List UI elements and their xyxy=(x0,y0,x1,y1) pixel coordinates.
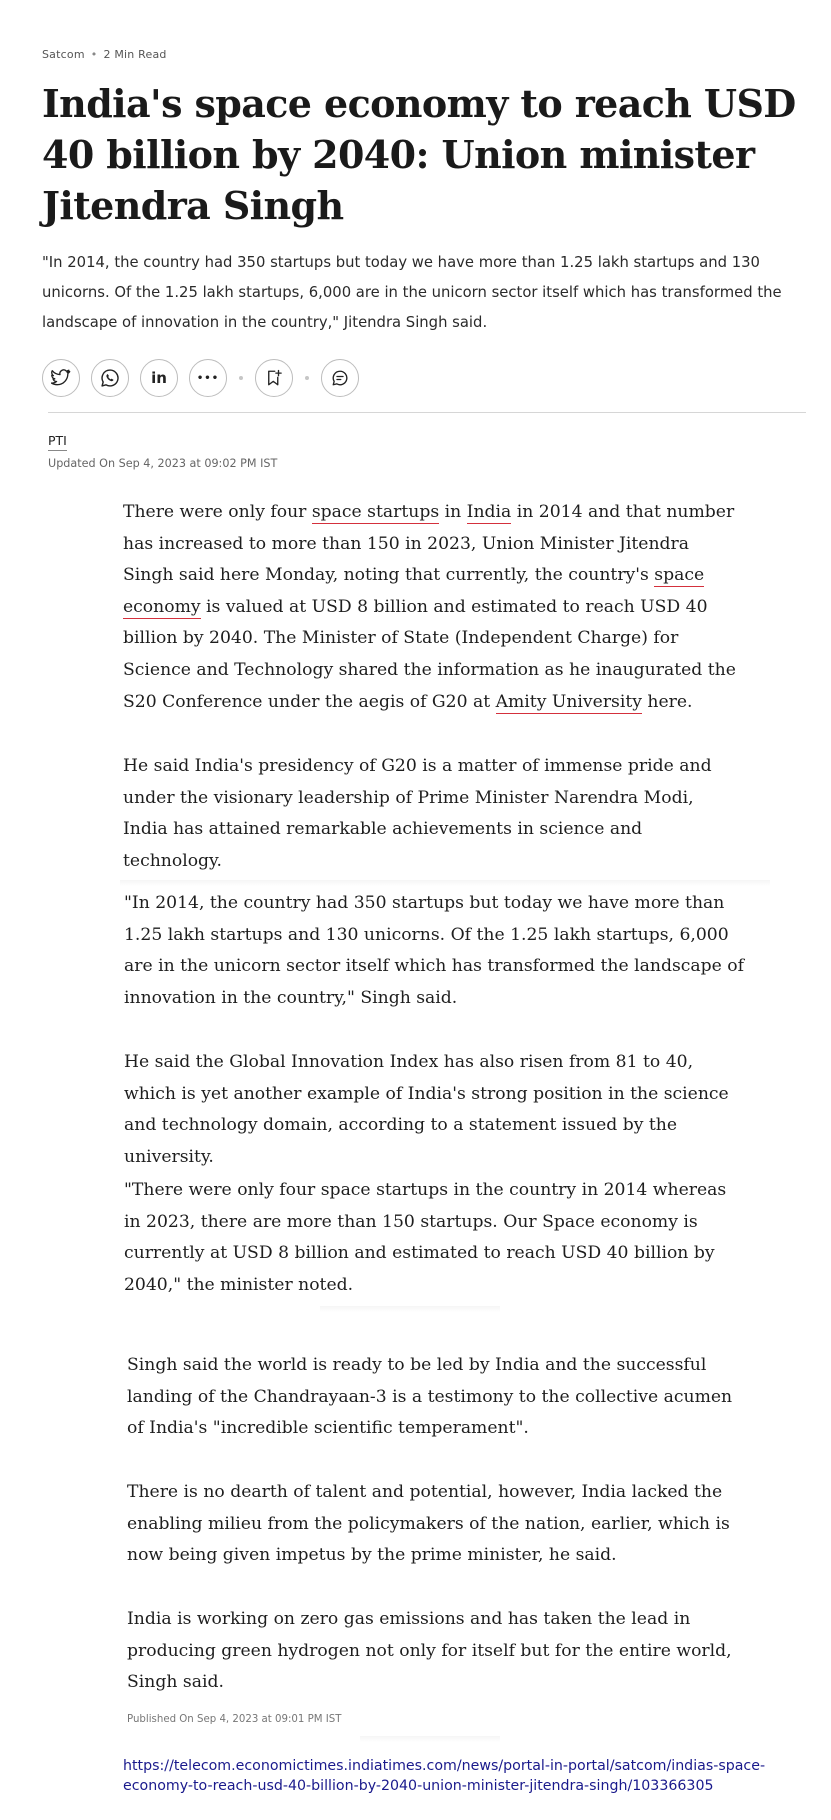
share-toolbar xyxy=(42,358,370,398)
whatsapp-share-button[interactable] xyxy=(91,359,129,397)
body-paragraph: He said India's presidency of G20 is a matter of immense pride and under the visionary leadership of Prime Minister Narendra Modi, India has attained remarkable achievements in science and technology. xyxy=(123,756,712,871)
updated-timestamp: Updated On Sep 4, 2023 at 09:02 PM IST xyxy=(48,457,278,470)
toolbar-separator xyxy=(239,376,243,380)
read-time: 2 Min Read xyxy=(103,48,167,61)
comment-icon xyxy=(331,369,349,387)
topic-link-space-startups[interactable]: space startups xyxy=(311,502,440,522)
body-text: in xyxy=(439,502,467,522)
source-url-link[interactable]: https://telecom.economictimes.indiatimes.com/news/portal-in-portal/satcom/indias-space-economy-to-reach-usd-40-billion-by-2040-union-minister-jitendra-singh/103366305 xyxy=(123,1758,766,1794)
body-paragraph: Singh said the world is ready to be led by India and the successful landing of the Chandrayaan-3 is a testimony to the collective acumen of India's "incredible scientific temperament". xyxy=(127,1355,733,1439)
category-label[interactable]: Satcom xyxy=(42,48,85,61)
toolbar-separator xyxy=(305,376,309,380)
linkedin-share-button[interactable] xyxy=(140,359,178,397)
section-divider xyxy=(120,880,770,886)
article-meta xyxy=(42,48,167,61)
bookmark-add-icon xyxy=(265,369,283,387)
bookmark-button[interactable] xyxy=(255,359,293,397)
author-link[interactable]: PTI xyxy=(48,433,67,451)
whatsapp-icon xyxy=(100,368,120,388)
body-text: here. xyxy=(641,691,693,712)
article-title: India's space economy to reach USD 40 billion by 2040: Union minister Jitendra Singh xyxy=(42,81,796,228)
body-paragraph: "In 2014, the country had 350 startups but today we have more than 1.25 lakh startups and 130 unicorns. Of the 1.25 lakh startups, 6,000 are in the unicorn sector itself which has transformed the landscape of innovation in the country," Singh said. xyxy=(124,893,744,1008)
body-text: in 2014 and that number has increased to more than 150 in 2023, Union Minister Jitendra Singh said here Monday, noting that currently, the country's xyxy=(123,502,735,586)
published-timestamp: Published On Sep 4, 2023 at 09:01 PM IST xyxy=(127,1714,342,1725)
body-paragraph: "There were only four space startups in the country in 2014 whereas in 2023, there are more than 150 startups. Our Space economy is currently at USD 8 billion and estimated to reach USD 40 billion by 2040," the minister noted. xyxy=(124,1180,727,1295)
comments-button[interactable] xyxy=(321,359,359,397)
body-paragraph xyxy=(123,497,743,718)
body-text: is valued at USD 8 billion and estimated to reach USD 40 billion by 2040. The Minister of State (Independent Charge) for Science and Technology shared the information as he inaugurated the S20 Conference under the aegis of G20 at xyxy=(123,596,736,712)
article-summary: "In 2014, the country had 350 startups but today we have more than 1.25 lakh startups and 130 unicorns. Of the 1.25 lakh startups, 6,000 are in the unicorn sector itself which has transformed the landscape of innovation in the country," Jitendra Singh said. xyxy=(42,254,782,331)
body-paragraph: India is working on zero gas emissions and has taken the lead in producing green hydrogen not only for itself but for the entire world, Singh said. xyxy=(127,1609,732,1693)
header-divider xyxy=(48,412,806,413)
twitter-share-button[interactable] xyxy=(42,359,80,397)
topic-link-amity-university[interactable]: Amity University xyxy=(495,691,642,712)
topic-link-india[interactable]: India xyxy=(466,502,512,522)
twitter-icon xyxy=(51,369,71,387)
topic-link-space-economy[interactable]: space economy xyxy=(123,565,705,617)
more-share-button[interactable] xyxy=(189,359,227,397)
body-text: There were only four xyxy=(123,502,312,522)
body-paragraph: He said the Global Innovation Index has also risen from 81 to 40, which is yet another example of India's strong position in the science and technology domain, according to a statement issued by the university. xyxy=(124,1052,729,1167)
linkedin-icon: in xyxy=(151,369,167,387)
section-divider xyxy=(320,1306,500,1312)
section-divider xyxy=(360,1736,500,1742)
more-icon: ••• xyxy=(196,372,220,384)
body-paragraph: There is no dearth of talent and potential, however, India lacked the enabling milieu from the policymakers of the nation, earlier, which is now being given impetus by the prime minister, he said. xyxy=(127,1482,730,1566)
meta-separator: • xyxy=(90,48,98,61)
